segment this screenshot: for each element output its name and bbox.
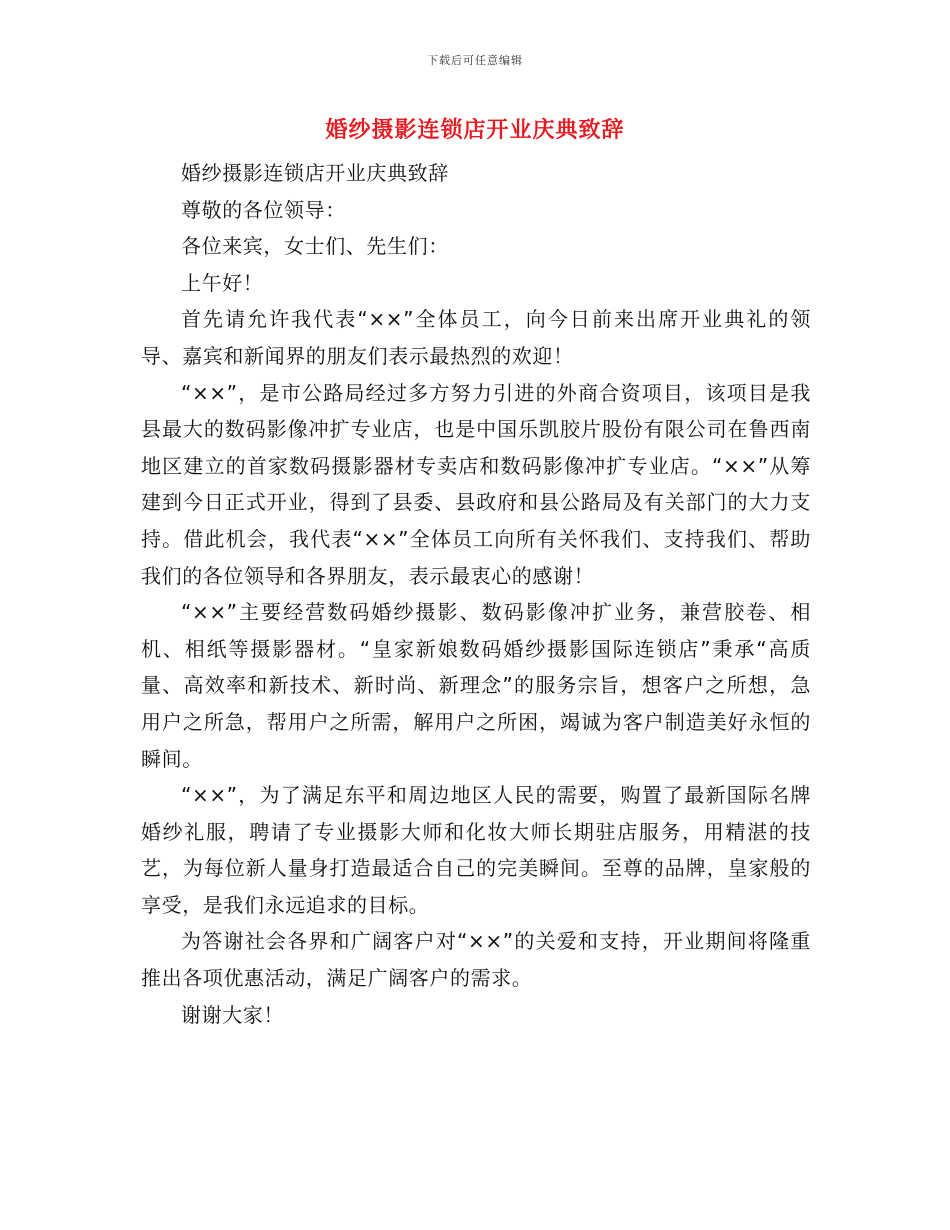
paragraph-promotion: 为答谢社会各界和广阔客户对“××”的关爱和支持，开业期间将隆重推出各项优惠活动，满足广阔客户的需求。 <box>141 929 811 991</box>
paragraph-greeting: 上午好！ <box>181 270 264 295</box>
paragraph-introduction: “××”，是市公路局经过多方努力引进的外商合资项目，该项目是我县最大的数码影像冲扩专业店，也是中国乐凯胶片股份有限公司在鲁西南地区建立的首家数码摄影器材专卖店和数码影像冲扩专业店。“××”从筹建到今日正式开业，得到了县委、县政府和县公路局及有关部门的大力支持。借此机会，我代表“××”全体员工向所有关怀我们、支持我们、帮助我们的各位领导和各界朋友，表示最衷心的感谢！ <box>141 380 811 588</box>
header-note: 下载后可任意编辑 <box>427 54 523 67</box>
paragraph-welcome: 首先请允许我代表“××”全体员工，向今日前来出席开业典礼的领导、嘉宾和新闻界的朋友们表示最热烈的欢迎！ <box>141 307 811 368</box>
paragraph-thanks: 谢谢大家！ <box>181 1002 284 1027</box>
document-title: 婚纱摄影连锁店开业庆典致辞 <box>325 117 625 143</box>
paragraph-salutation-leaders: 尊敬的各位领导： <box>181 197 346 222</box>
paragraph-services: “××”，为了满足东平和周边地区人民的需要，购置了最新国际名牌婚纱礼服，聘请了专业摄影大师和化妆大师长期驻店服务，用精湛的技艺，为每位新人量身打造最适合自己的完美瞬间。至尊的品牌，皇家般的享受，是我们永远追求的目标。 <box>141 783 811 917</box>
paragraph-business: “××”主要经营数码婚纱摄影、数码影像冲扩业务，兼营胶卷、相机、相纸等摄影器材。“皇家新娘数码婚纱摄影国际连锁店”秉承“高质量、高效率和新技术、新时尚、新理念”的服务宗旨，想客户之所想，急用户之所急，帮用户之所需，解用户之所困，竭诚为客户制造美好永恒的瞬间。 <box>141 600 811 771</box>
paragraph-salutation-guests: 各位来宾，女士们、先生们： <box>181 234 449 259</box>
document-body <box>141 155 811 1033</box>
paragraph-subtitle: 婚纱摄影连锁店开业庆典致辞 <box>181 161 449 185</box>
